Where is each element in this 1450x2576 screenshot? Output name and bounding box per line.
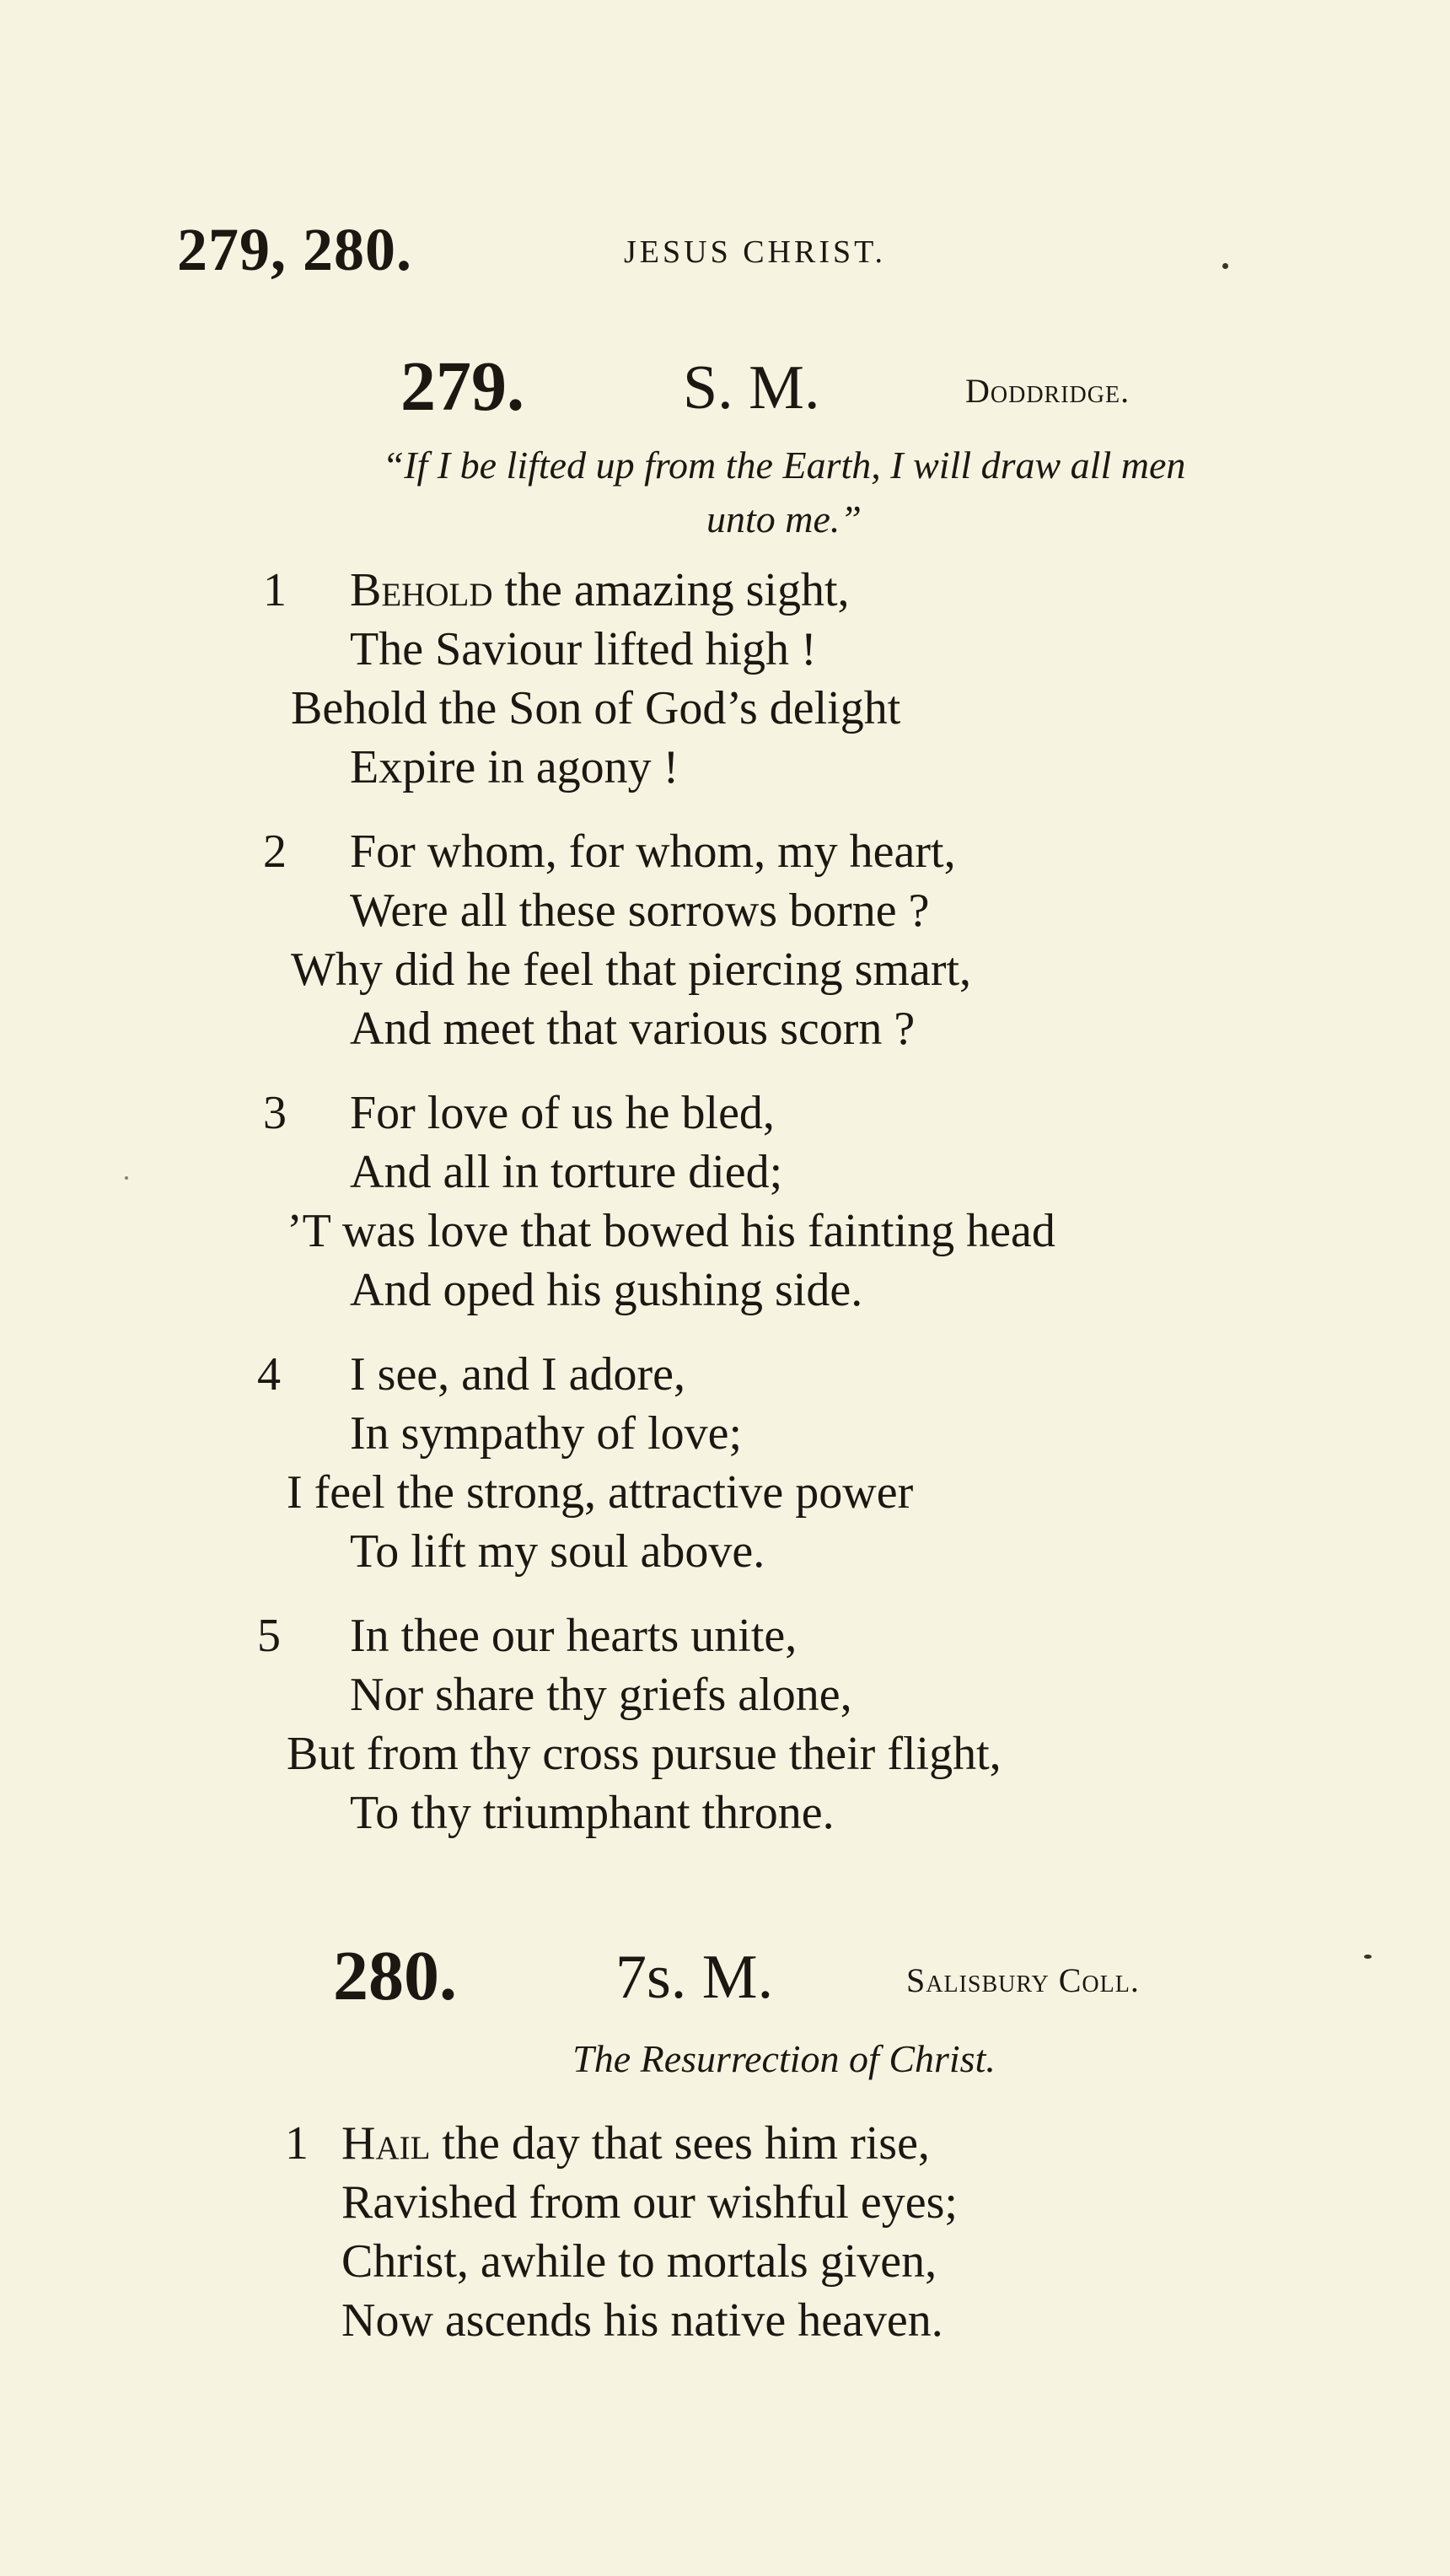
- hymn-meter: S. M.: [683, 353, 820, 422]
- epigraph-line: “If I be lifted up from the Earth, I will draw all men: [382, 444, 1186, 487]
- verse-line: Now ascends his native heaven.: [341, 2294, 943, 2347]
- ink-speck: [1222, 263, 1228, 269]
- verse-line: To thy triumphant throne.: [350, 1787, 835, 1839]
- hymn-280-header: [333, 1935, 1260, 2015]
- verse-line: And oped his gushing side.: [350, 1264, 863, 1316]
- verse-line: Were all these sorrows borne ?: [350, 885, 930, 937]
- verse-line-rest: the amazing sight,: [492, 564, 850, 616]
- verse-line: And all in torture died;: [350, 1146, 783, 1198]
- verse-line: [341, 2116, 930, 2170]
- verse-number: 5: [257, 1610, 281, 1662]
- hymn-number: 279.: [400, 347, 524, 426]
- verse-line: Expire in agony !: [350, 741, 679, 793]
- epigraph-line: unto me.”: [706, 497, 862, 540]
- verse-number: 1: [263, 564, 287, 616]
- verse-line: I see, and I adore,: [350, 1348, 686, 1401]
- verse-first-word: Hail: [341, 2117, 431, 2170]
- verse-line: And meet that various scorn ?: [350, 1003, 916, 1055]
- running-head: [177, 215, 1273, 282]
- verse-line: Ravished from our wishful eyes;: [341, 2176, 958, 2229]
- verse-number: 2: [263, 826, 287, 878]
- verse-line: ’T was love that bowed his fainting head: [287, 1205, 1055, 1257]
- verse-line: Behold the Son of God’s delight: [291, 682, 901, 734]
- verse-line: In thee our hearts unite,: [350, 1610, 798, 1662]
- hymn-280-subtitle: The Resurrection of Christ.: [572, 2037, 996, 2080]
- hymn-author: Salisbury Coll.: [906, 1961, 1140, 1999]
- verse-line: I feel the strong, attractive power: [287, 1466, 914, 1519]
- hymn-279-epigraph: [169, 438, 1399, 546]
- verse-line: To lift my soul above.: [350, 1525, 765, 1578]
- hymn-author: Doddridge.: [965, 372, 1130, 410]
- verse-line: But from thy cross pursue their flight,: [287, 1728, 1002, 1780]
- ink-speck: [125, 1176, 128, 1180]
- verse-line: The Saviour lifted high !: [350, 623, 817, 675]
- verse-line: Nor share thy griefs alone,: [350, 1669, 852, 1721]
- verse-line: Why did he feel that piercing smart,: [291, 944, 972, 996]
- hymn-279-header: [400, 346, 1286, 426]
- running-head-numbers: 279, 280.: [177, 216, 412, 283]
- verse-line: In sympathy of love;: [350, 1407, 743, 1460]
- verse-line: [350, 563, 850, 617]
- verse-number: 4: [257, 1348, 281, 1401]
- verse-line: For whom, for whom, my heart,: [350, 826, 956, 878]
- verse-line: For love of us he bled,: [350, 1087, 775, 1139]
- hymn-number: 280.: [333, 1937, 457, 2015]
- running-head-title: JESUS CHRIST.: [624, 234, 887, 270]
- verse-line: Christ, awhile to mortals given,: [341, 2235, 937, 2288]
- hymn-meter: 7s. M.: [615, 1943, 774, 2012]
- verse-number: 3: [263, 1087, 287, 1139]
- verse-first-word: Behold: [350, 564, 493, 616]
- verse-line-rest: the day that sees him rise,: [430, 2117, 930, 2170]
- verse-number: 1: [285, 2117, 309, 2170]
- ink-speck: [1364, 1955, 1372, 1959]
